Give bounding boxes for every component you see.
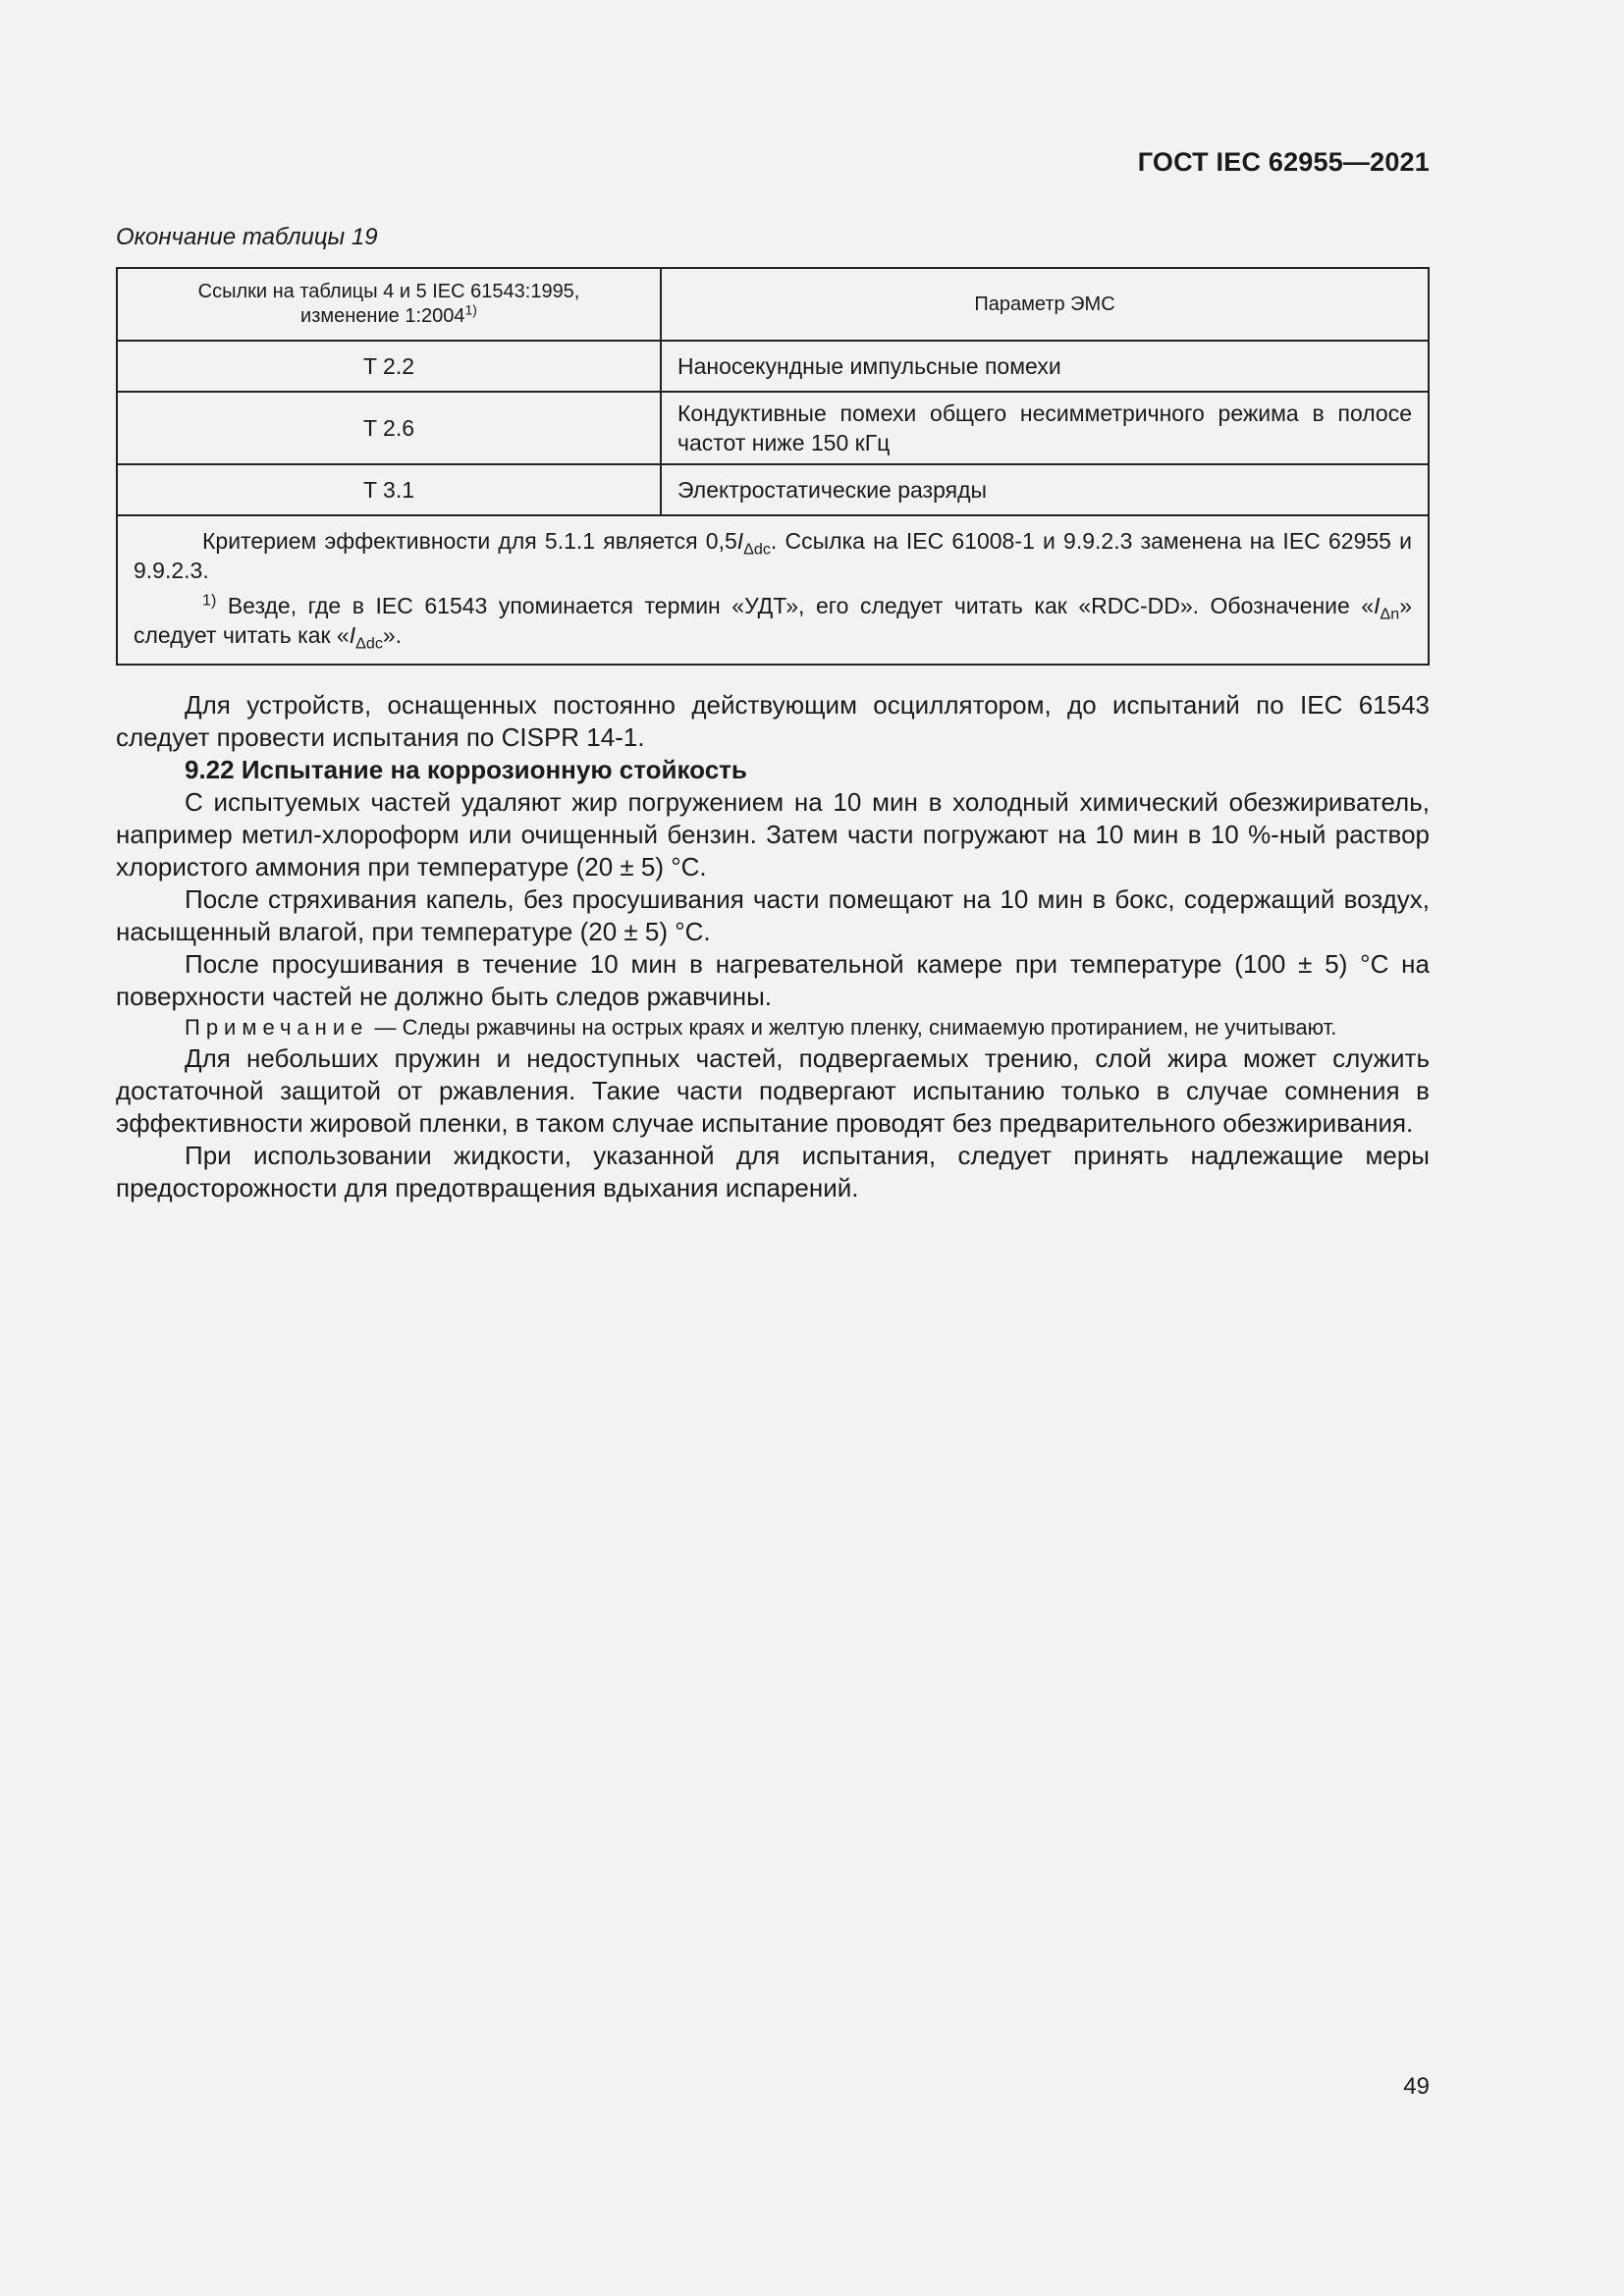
param-cell: Кондуктивные помехи общего несимметричного режима в полосе частот ниже 150 кГц: [661, 392, 1429, 464]
table-note-row: [117, 515, 1429, 665]
ref-cell: T 2.2: [117, 341, 661, 392]
table-note: Критерием эффективности для 5.1.1 является $0,5I_{\Delta dc}$. Ссылка на IEC 61008-1 и 9.9.2.3 заменена на IEC 62955 и 9.9.2.3.: [134, 528, 1412, 583]
page-number: 49: [1403, 2073, 1430, 2100]
table-footnote: $^{1)}$ Везде, где в IEC 61543 упоминается термин «УДТ», его следует читать как «RDC-DD». Обозначение «$I_{\Delta n}$» следует читать как «$I_{\Delta dc}$».: [134, 591, 1412, 653]
ref-cell: T 3.1: [117, 464, 661, 515]
col-header-refs: Ссылки на таблицы 4 и 5 IEC 61543:1995, изменение 1:2004$^{1)}$: [117, 268, 661, 341]
table-row: [117, 392, 1429, 464]
paragraph: Для небольших пружин и недоступных частей, подвергаемых трению, слой жира может служить достаточной защитой от ржавления. Такие части подвергают испытанию только в случае сомнения в эффективности жировой пленки, в таком случае испытание проводят без предварительного обезжиривания.: [116, 1043, 1430, 1138]
section-title: 9.22 Испытание на коррозионную стойкость: [185, 755, 747, 784]
param-cell: Электростатические разряды: [661, 464, 1429, 515]
paragraph: С испытуемых частей удаляют жир погружением на 10 мин в холодный химический обезжириватель, например метил-хлороформ или очищенный бензин. Затем части погружают на 10 мин в 10 %-ный раствор хлористого аммония при температуре (20 ± 5) °С.: [116, 787, 1430, 881]
page-content: [116, 224, 1430, 1204]
table-19: [116, 267, 1430, 666]
document-header: ГОСТ IEC 62955—2021: [1137, 147, 1430, 177]
table-row: [117, 464, 1429, 515]
note-label: Примечание: [185, 1015, 369, 1040]
table-caption: Окончание таблицы 19: [116, 224, 378, 250]
table-row: [117, 341, 1429, 392]
param-cell: Наносекундные импульсные помехи: [661, 341, 1429, 392]
table-note-cell: [117, 515, 1429, 665]
ref-cell: T 2.6: [117, 392, 661, 464]
paragraph: Для устройств, оснащенных постоянно действующим осциллятором, до испытаний по IEC 61543 следует провести испытания по CISPR 14-1.: [116, 690, 1430, 752]
table-header-row: [117, 268, 1429, 341]
col-header-param: Параметр ЭМС: [661, 268, 1429, 341]
paragraph: После просушивания в течение 10 мин в нагревательной камере при температуре (100 ± 5) °С на поверхности частей не должно быть следов ржавчины.: [116, 949, 1430, 1011]
paragraph: При использовании жидкости, указанной для испытания, следует принять надлежащие меры предосторожности для предотвращения вдыхания испарений.: [116, 1141, 1430, 1202]
note: [116, 1013, 1430, 1042]
body-text: [116, 689, 1430, 1204]
note-text: — Следы ржавчины на острых краях и желтую пленку, снимаемую протиранием, не учитывают.: [368, 1015, 1337, 1040]
paragraph: После стряхивания капель, без просушивания части помещают на 10 мин в бокс, содержащий воздух, насыщенный влагой, при температуре (20 ± 5) °С.: [116, 884, 1430, 946]
